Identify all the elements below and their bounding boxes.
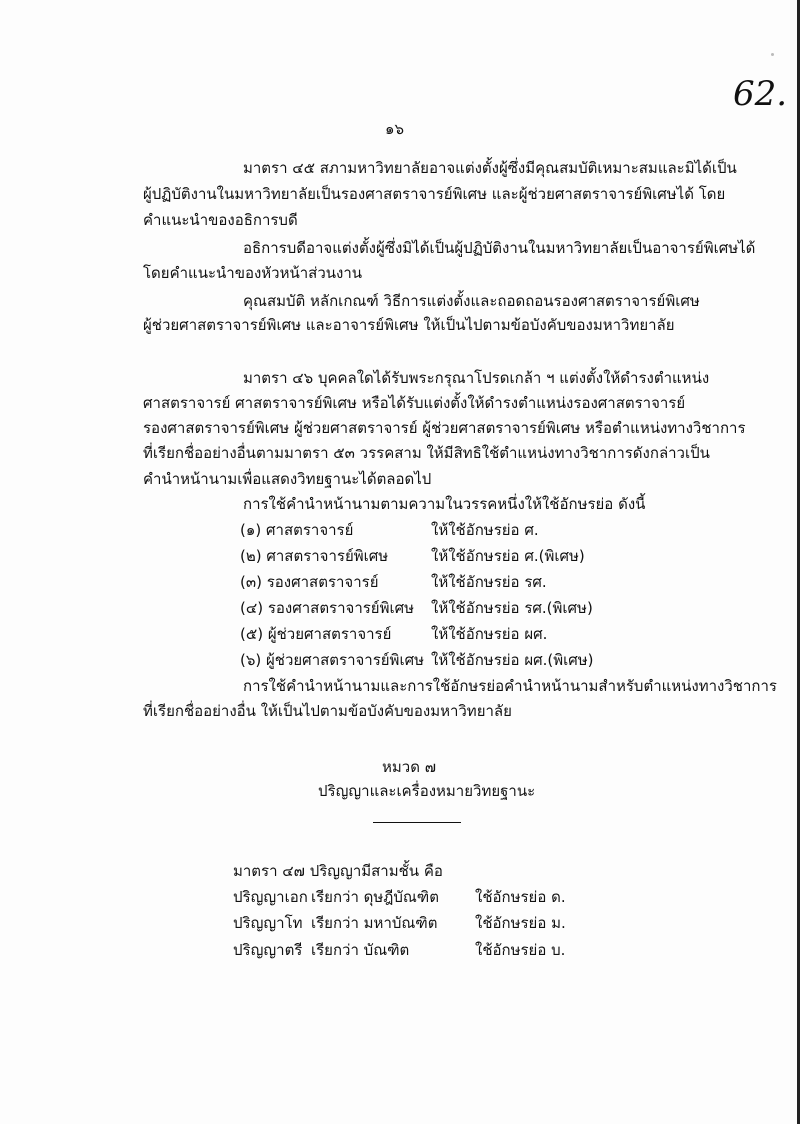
sec45-line-3: คำแนะนำของอธิการบดี [143, 211, 298, 229]
abbr-value-2: ให้ใช้อักษรย่อ ศ.(พิเศษ) [431, 547, 585, 565]
degree-called-1: เรียกว่า ดุษฎีบัณฑิต [311, 888, 439, 906]
sec45-line-4: อธิการบดีอาจแต่งตั้งผู้ซึ่งมิได้เป็นผู้ปฏิบัติงานในมหาวิทยาลัยเป็นอาจารย์พิเศษได้ [243, 239, 756, 257]
degree-abbr-1: ใช้อักษรย่อ ด. [475, 888, 566, 906]
handwritten-page-number: 62. [733, 74, 788, 114]
degree-called-3: เรียกว่า บัณฑิต [311, 941, 410, 959]
abbr-title-2: (๒) ศาสตราจารย์พิเศษ [240, 547, 389, 565]
sec45-line-6: คุณสมบัติ หลักเกณฑ์ วิธีการแต่งตั้งและถอดถอนรองศาสตราจารย์พิเศษ [243, 292, 700, 310]
sec47-line-1: มาตรา ๔๗ ปริญญามีสามชั้น คือ [233, 862, 443, 880]
abbr-value-5: ให้ใช้อักษรย่อ ผศ. [431, 625, 548, 643]
abbr-title-6: (๖) ผู้ช่วยศาสตราจารย์พิเศษ [240, 651, 424, 669]
chapter-number: หมวด ๗ [382, 758, 436, 776]
sec45-line-7: ผู้ช่วยศาสตราจารย์พิเศษ และอาจารย์พิเศษ ให้เป็นไปตามข้อบังคับของมหาวิทยาลัย [143, 316, 675, 334]
abbr-value-6: ให้ใช้อักษรย่อ ผศ.(พิเศษ) [431, 651, 594, 669]
sec45-line-1: มาตรา ๔๕ สภามหาวิทยาลัยอาจแต่งตั้งผู้ซึ่งมีคุณสมบัติเหมาะสมและมิได้เป็น [243, 159, 737, 177]
sec46-line-1: มาตรา ๔๖ บุคคลใดได้รับพระกรุณาโปรดเกล้า ฯ แต่งตั้งให้ดำรงตำแหน่ง [243, 369, 710, 387]
sec46-line-8: ที่เรียกชื่ออย่างอื่น ให้เป็นไปตามข้อบังคับของมหาวิทยาลัย [143, 702, 512, 720]
abbr-value-4: ให้ใช้อักษรย่อ รศ.(พิเศษ) [431, 599, 593, 617]
degree-abbr-3: ใช้อักษรย่อ บ. [475, 941, 566, 959]
sec45-line-2: ผู้ปฏิบัติงานในมหาวิทยาลัยเป็นรองศาสตราจารย์พิเศษ และผู้ช่วยศาสตราจารย์พิเศษได้ โดย [143, 185, 726, 203]
abbr-title-3: (๓) รองศาสตราจารย์ [240, 573, 379, 591]
sec46-line-3: รองศาสตราจารย์พิเศษ ผู้ช่วยศาสตราจารย์ ผู้ช่วยศาสตราจารย์พิเศษ หรือตำแหน่งทางวิชาการ [143, 419, 746, 437]
sec46-line-4: ที่เรียกชื่ออย่างอื่นตามมาตรา ๕๓ วรรคสาม ให้มีสิทธิใช้ตำแหน่งทางวิชาการดังกล่าวเป็น [143, 444, 710, 462]
abbr-value-3: ให้ใช้อักษรย่อ รศ. [431, 573, 547, 591]
sec45-line-5: โดยคำแนะนำของหัวหน้าส่วนงาน [143, 264, 362, 282]
degree-level-2: ปริญญาโท [233, 914, 303, 932]
sec46-line-2: ศาสตราจารย์ ศาสตราจารย์พิเศษ หรือได้รับแต่งตั้งให้ดำรงตำแหน่งรองศาสตราจารย์ [143, 394, 686, 412]
sec46-line-7: การใช้คำนำหน้านามและการใช้อักษรย่อคำนำหน้านามสำหรับตำแหน่งทางวิชาการ [243, 677, 777, 695]
degree-abbr-2: ใช้อักษรย่อ ม. [475, 914, 566, 932]
degree-level-3: ปริญญาตรี [233, 941, 303, 959]
sec46-line-6: การใช้คำนำหน้านามตามความในวรรคหนึ่งให้ใช้อักษรย่อ ดังนี้ [243, 495, 646, 513]
chapter-title: ปริญญาและเครื่องหมายวิทยฐานะ [318, 782, 536, 800]
abbr-title-1: (๑) ศาสตราจารย์ [240, 521, 354, 539]
degree-called-2: เรียกว่า มหาบัณฑิต [311, 914, 438, 932]
scan-speck [771, 53, 774, 56]
degree-level-1: ปริญญาเอก [233, 888, 308, 906]
page-number: ๑๖ [385, 120, 405, 138]
chapter-separator [373, 822, 461, 823]
abbr-value-1: ให้ใช้อักษรย่อ ศ. [431, 521, 539, 539]
abbr-title-4: (๔) รองศาสตราจารย์พิเศษ [240, 599, 415, 617]
abbr-title-5: (๕) ผู้ช่วยศาสตราจารย์ [240, 625, 392, 643]
sec46-line-5: คำนำหน้านามเพื่อแสดงวิทยฐานะได้ตลอดไป [143, 470, 432, 488]
